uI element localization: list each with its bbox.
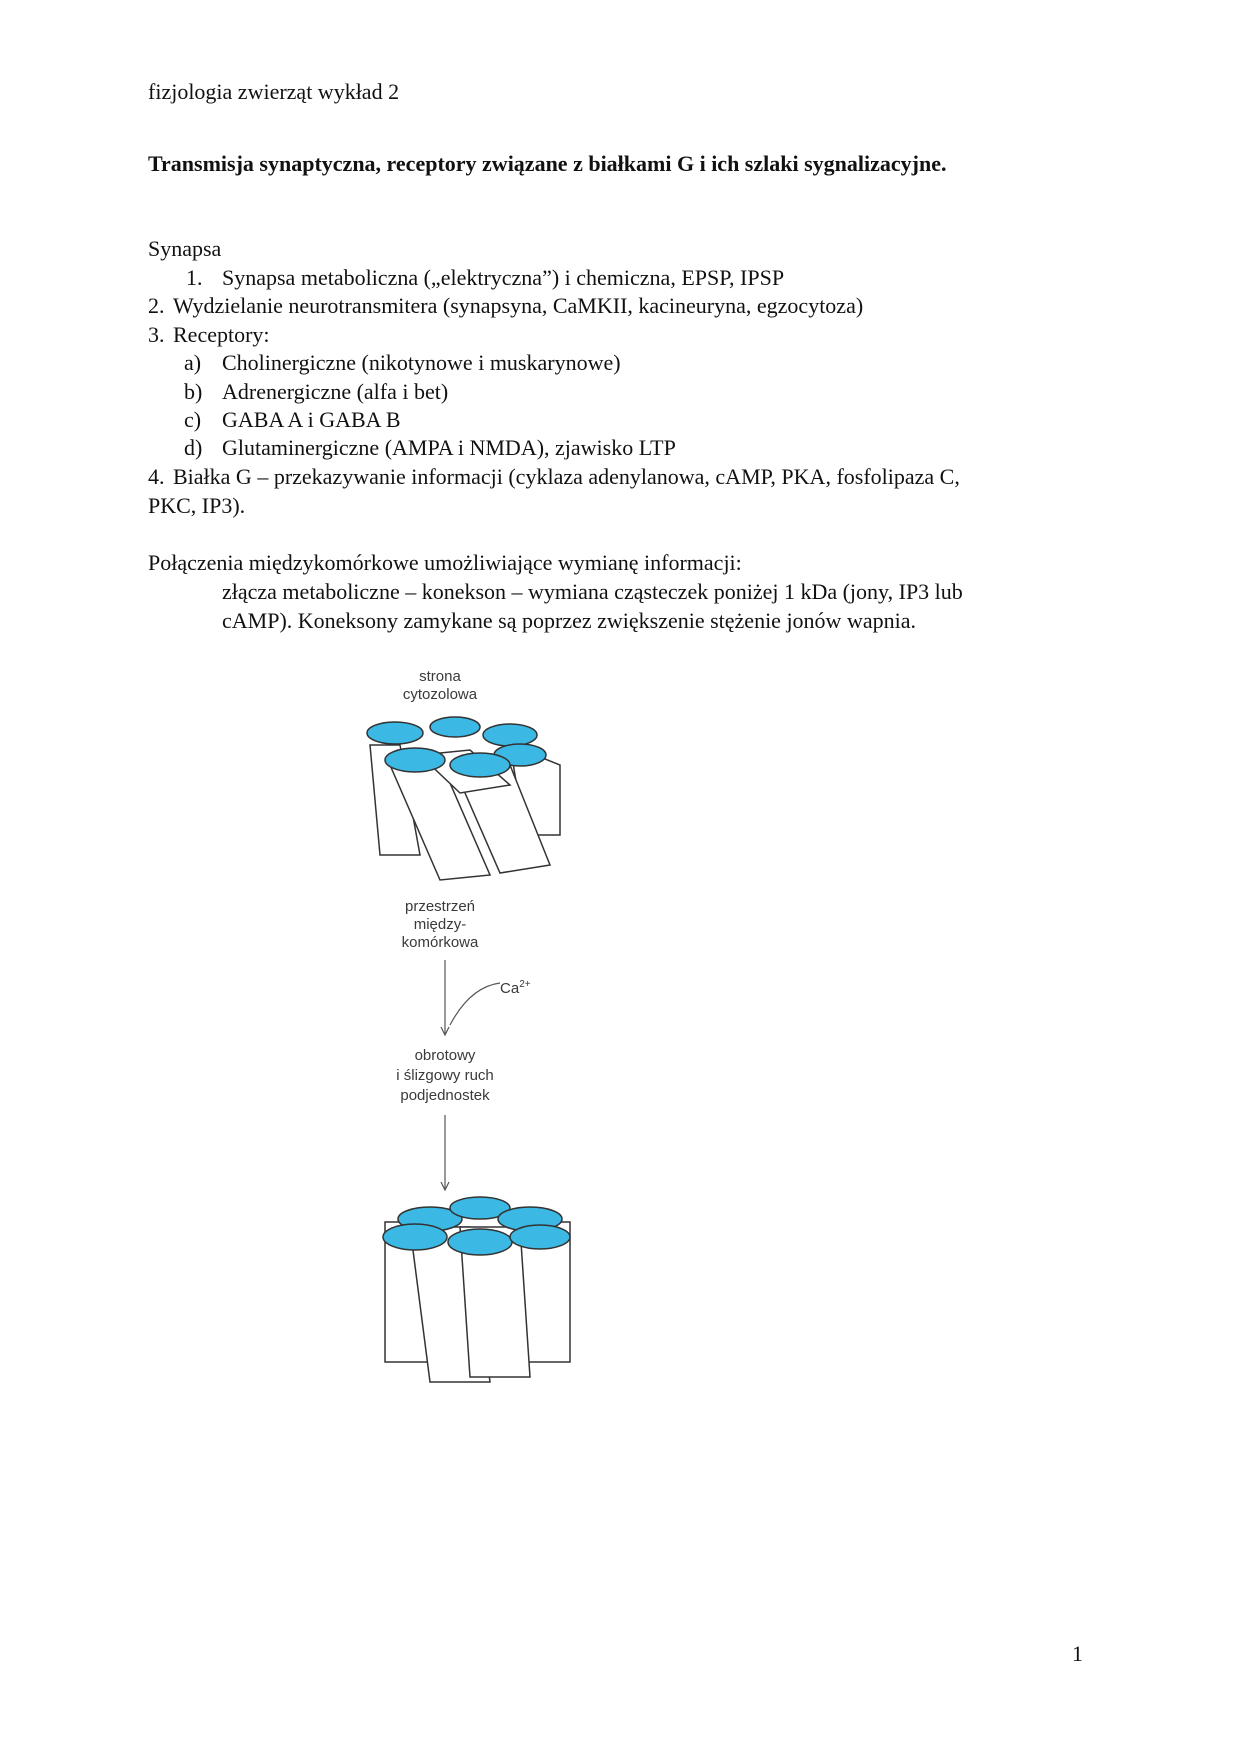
receptor-a-text: Cholinergiczne (nikotynowe i muskarynowe): [222, 350, 621, 375]
list-item-2-text: Wydzielanie neurotransmitera (synapsyna, CaMKII, kacineuryna, egzocytoza): [173, 293, 864, 318]
list-item-4-text: Białka G – przekazywanie informacji (cyklaza adenylanowa, cAMP, PKA, fosfolipaza C,: [173, 464, 960, 489]
connections-text-line-2: cAMP). Koneksony zamykane są poprzez zwiększenie stężenie jonów wapnia.: [222, 608, 916, 633]
connections-heading: Połączenia międzykomórkowe umożliwiające wymianę informacji:: [148, 550, 742, 575]
list-item-1-marker: 1.: [186, 265, 203, 290]
calcium-ion-symbol: Ca: [500, 980, 520, 997]
list-item-3-text: Receptory:: [173, 322, 270, 347]
receptor-c-marker: c): [184, 407, 202, 432]
connections-text-line-1: złącza metaboliczne – konekson – wymiana cząsteczek poniżej 1 kDa (jony, IP3 lub: [222, 579, 963, 604]
label-movement-1: obrotowy: [414, 1047, 476, 1064]
label-movement-2: i ślizgowy ruch: [396, 1067, 494, 1084]
receptor-b-marker: b): [184, 379, 203, 404]
receptor-d-text: Glutaminergiczne (AMPA i NMDA), zjawisko LTP: [222, 435, 676, 460]
list-item-3-marker: 3.: [148, 322, 165, 347]
course-header: fizjologia zwierząt wykład 2: [148, 79, 400, 104]
label-intercellular-space-3: komórkowa: [401, 934, 479, 951]
list-item-1-text: Synapsa metaboliczna („elektryczna”) i chemiczna, EPSP, IPSP: [222, 265, 785, 290]
receptor-d-marker: d): [184, 435, 203, 460]
label-cytosolic-side-1: strona: [419, 668, 461, 685]
connexon-closed-illustration: [370, 1192, 590, 1392]
calcium-ion-label: [500, 976, 560, 998]
list-item-4-marker: 4.: [148, 464, 165, 489]
calcium-ion-charge: 2+: [519, 979, 531, 990]
list-item-2-marker: 2.: [148, 293, 165, 318]
label-intercellular-space-1: przestrzeń: [404, 898, 476, 915]
label-movement-3: podjednostek: [400, 1087, 490, 1104]
list-item-4-continuation: PKC, IP3).: [148, 493, 246, 518]
label-intercellular-space-2: między-: [413, 916, 467, 933]
document-title: Transmisja synaptyczna, receptory związane z białkami G i ich szlaki sygnalizacyjne.: [148, 151, 947, 176]
receptor-c-text: GABA A i GABA B: [222, 407, 401, 432]
connexon-open-illustration: [360, 705, 580, 895]
label-cytosolic-side-2: cytozolowa: [402, 686, 478, 703]
receptor-a-marker: a): [184, 350, 202, 375]
synapse-heading: Synapsa: [148, 236, 222, 261]
receptor-b-text: Adrenergiczne (alfa i bet): [222, 379, 449, 404]
page-number: 1: [1072, 1641, 1083, 1666]
